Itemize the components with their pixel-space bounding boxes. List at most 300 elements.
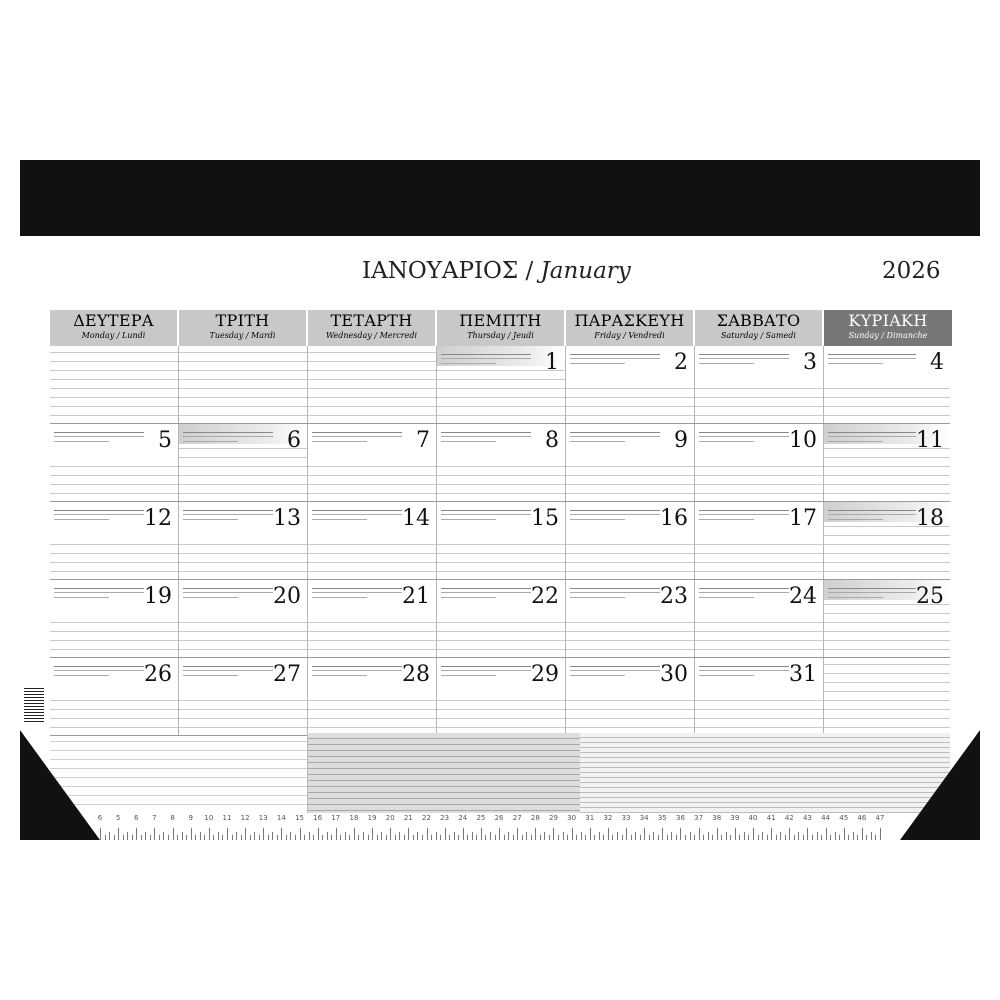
weekday-english: Sunday / Dimanche [848, 331, 928, 340]
ruler-tick [608, 828, 609, 840]
sun-times-note [183, 597, 238, 600]
weekday-english: Saturday / Samedi [721, 331, 796, 340]
ruler-tick [232, 835, 233, 840]
ruler-label: 23 [440, 814, 450, 822]
sun-times-note [699, 519, 754, 522]
day-cell-4[interactable] [824, 346, 950, 423]
ruler-tick [236, 832, 237, 840]
ruler-tick [549, 835, 550, 840]
sun-times-note [570, 441, 625, 444]
sun-times-note [54, 597, 109, 600]
day-cell-30[interactable] [566, 658, 695, 735]
year: 2026 [882, 258, 941, 284]
holidays-info-panel [580, 733, 950, 813]
ruler-tick [544, 832, 545, 840]
day-number: 23 [660, 584, 688, 609]
ruler-tick [694, 835, 695, 840]
day-cell-25[interactable] [824, 580, 950, 657]
weekday-english: Wednesday / Mercredi [325, 331, 418, 340]
ruler-tick [671, 832, 672, 840]
ruler-tick [327, 832, 328, 840]
day-number: 30 [660, 662, 688, 687]
sun-times-note [183, 675, 238, 678]
ruler-tick [839, 835, 840, 840]
ruler-tick [658, 835, 659, 840]
ruler [97, 812, 885, 840]
day-cell-1[interactable] [437, 346, 566, 423]
ruler-tick [572, 828, 573, 840]
day-number: 28 [402, 662, 430, 687]
ruler-tick [495, 835, 496, 840]
ruler-tick [186, 835, 187, 840]
nameday-note [312, 588, 402, 593]
ruler-tick [590, 828, 591, 840]
ruler-tick [758, 835, 759, 840]
ruler-label: 38 [712, 814, 722, 822]
day-cell-12[interactable] [50, 502, 179, 579]
day-number: 4 [930, 350, 944, 375]
day-cell-28[interactable] [308, 658, 437, 735]
ruler-label: 32 [603, 814, 613, 822]
ruler-tick [526, 832, 527, 840]
day-cell-21[interactable] [308, 580, 437, 657]
ruler-tick [481, 828, 482, 840]
ruler-label: 31 [585, 814, 595, 822]
ruler-tick [163, 832, 164, 840]
sun-times-note [441, 441, 496, 444]
weekday-english: Tuesday / Mardi [209, 331, 276, 340]
ruler-tick [517, 828, 518, 840]
ruler-tick [213, 835, 214, 840]
ruler-tick [381, 832, 382, 840]
ruler-tick [268, 835, 269, 840]
ruler-tick [404, 835, 405, 840]
ruler-tick [322, 835, 323, 840]
nameday-note [54, 432, 144, 437]
nameday-note [570, 510, 660, 515]
ruler-tick [358, 835, 359, 840]
ruler-tick [227, 828, 228, 840]
day-number: 10 [789, 428, 817, 453]
ruler-tick [708, 832, 709, 840]
day-cell-13[interactable] [179, 502, 308, 579]
ruler-tick [286, 835, 287, 840]
day-number: 5 [158, 428, 172, 453]
day-number: 2 [674, 350, 688, 375]
ruler-label: 28 [530, 814, 540, 822]
day-cell-10[interactable] [695, 424, 824, 501]
ruler-label: 22 [422, 814, 431, 822]
ruler-tick [123, 835, 124, 840]
day-number: 12 [144, 506, 172, 531]
day-cell-empty[interactable] [50, 346, 179, 423]
ruler-tick [485, 835, 486, 840]
ruler-label: 40 [748, 814, 758, 822]
day-cell-24[interactable] [695, 580, 824, 657]
ruler-tick [272, 832, 273, 840]
ruler-tick [168, 835, 169, 840]
ruler-tick [803, 835, 804, 840]
ruler-tick [290, 832, 291, 840]
day-cell-26[interactable] [50, 658, 179, 735]
ruler-tick [640, 835, 641, 840]
ruler-tick [753, 828, 754, 840]
sun-times-note [699, 675, 754, 678]
weekday-greek: ΔΕΥΤΕΡΑ [73, 311, 154, 330]
ruler-tick [145, 832, 146, 840]
day-cell-9[interactable] [566, 424, 695, 501]
ruler-tick [173, 828, 174, 840]
day-number: 1 [545, 350, 559, 375]
ruler-tick [853, 832, 854, 840]
weekday-greek: ΠΕΜΠΤΗ [459, 311, 542, 330]
day-number: 26 [144, 662, 172, 687]
ruler-tick [817, 832, 818, 840]
day-cell-20[interactable] [179, 580, 308, 657]
ruler-tick [553, 828, 554, 840]
weekday-english: Friday / Vendredi [594, 331, 665, 340]
ruler-tick [241, 835, 242, 840]
nameday-note [570, 432, 660, 437]
ruler-label: 44 [821, 814, 831, 822]
ruler-tick [354, 828, 355, 840]
ruler-tick [535, 828, 536, 840]
ruler-tick [712, 835, 713, 840]
ruler-tick [377, 835, 378, 840]
ruler-tick [127, 832, 128, 840]
ruler-tick [141, 835, 142, 840]
ruler-tick [449, 835, 450, 840]
nameday-note [183, 666, 273, 671]
sun-times-note [312, 441, 367, 444]
ruler-tick [281, 828, 282, 840]
ruler-tick [458, 835, 459, 840]
sun-times-note [312, 519, 367, 522]
nameday-note [312, 510, 402, 515]
ruler-label: 47 [875, 814, 885, 822]
day-number: 16 [660, 506, 688, 531]
day-cell-17[interactable] [695, 502, 824, 579]
day-cell-7[interactable] [308, 424, 437, 501]
ruler-tick [880, 828, 881, 840]
day-number: 29 [531, 662, 559, 687]
ruler-tick [513, 835, 514, 840]
ruler-tick [254, 832, 255, 840]
day-cell-2[interactable] [566, 346, 695, 423]
ruler-tick [504, 835, 505, 840]
ruler-tick [594, 835, 595, 840]
day-cell-18[interactable] [824, 502, 950, 579]
day-header-area [824, 658, 950, 664]
day-cell-empty[interactable] [824, 658, 950, 735]
ruler-tick [304, 835, 305, 840]
ruler-tick [177, 835, 178, 840]
ruler-tick [499, 828, 500, 840]
nameday-note [441, 510, 531, 515]
ruler-tick [680, 828, 681, 840]
nameday-note [312, 666, 402, 671]
footer-strip [50, 733, 950, 813]
nameday-note [54, 666, 144, 671]
day-cell-31[interactable] [695, 658, 824, 735]
day-number: 3 [803, 350, 817, 375]
ruler-tick [445, 828, 446, 840]
ruler-tick [336, 828, 337, 840]
sun-times-note [570, 675, 625, 678]
ruler-label: 46 [857, 814, 867, 822]
day-number: 20 [273, 584, 301, 609]
nameday-note [441, 432, 531, 437]
ruler-tick [730, 835, 731, 840]
ruler-tick [395, 835, 396, 840]
ruler-label: 8 [170, 814, 175, 822]
ruler-tick [508, 832, 509, 840]
ruler-tick [581, 832, 582, 840]
sun-times-note [570, 519, 625, 522]
day-header-area [50, 346, 178, 352]
right-corner-pocket [900, 730, 980, 840]
week-row [50, 658, 950, 736]
left-corner-pocket [20, 730, 103, 840]
month-title [362, 258, 631, 284]
weekday-header-6 [824, 310, 952, 346]
ruler-label: 27 [512, 814, 522, 822]
ruler-tick [826, 828, 827, 840]
ruler-label: 25 [476, 814, 486, 822]
weekday-greek: ΠΑΡΑΣΚΕΥΗ [574, 311, 685, 330]
day-cell-16[interactable] [566, 502, 695, 579]
ruler-label: 30 [567, 814, 577, 822]
ruler-tick [703, 835, 704, 840]
ruler-tick [363, 832, 364, 840]
ruler-label: 14 [276, 814, 286, 822]
ruler-tick [567, 835, 568, 840]
weekday-greek: ΚΥΡΙΑΚΗ [848, 311, 928, 330]
ruler-tick [200, 832, 201, 840]
ruler-tick [603, 835, 604, 840]
ruler-tick [866, 835, 867, 840]
ruler-tick [585, 835, 586, 840]
day-number: 18 [916, 506, 944, 531]
calendar-grid [50, 310, 950, 736]
day-cell-5[interactable] [50, 424, 179, 501]
day-cell-22[interactable] [437, 580, 566, 657]
weekday-greek: ΤΡΙΤΗ [215, 311, 270, 330]
day-cell-27[interactable] [179, 658, 308, 735]
ruler-tick [182, 832, 183, 840]
day-cell-3[interactable] [695, 346, 824, 423]
ruler-tick [100, 828, 101, 840]
nameday-note [312, 432, 402, 437]
ruler-tick [835, 832, 836, 840]
top-black-band [20, 160, 980, 236]
weekday-header-4 [566, 310, 693, 346]
ruler-label: 10 [204, 814, 214, 822]
ruler-tick [318, 828, 319, 840]
day-number: 15 [531, 506, 559, 531]
ruler-tick [300, 828, 301, 840]
sun-times-note [441, 363, 496, 366]
ruler-tick [472, 832, 473, 840]
ruler-tick [114, 835, 115, 840]
ruler-tick [812, 835, 813, 840]
day-number: 14 [402, 506, 430, 531]
day-cell-29[interactable] [437, 658, 566, 735]
day-cell-19[interactable] [50, 580, 179, 657]
day-number: 25 [916, 584, 944, 609]
week-row [50, 424, 950, 502]
weekday-header-2 [308, 310, 435, 346]
ruler-label: 20 [385, 814, 395, 822]
nameday-note [828, 354, 916, 359]
ruler-label: 6 [97, 814, 103, 822]
weekday-greek: ΣΑΒΒΑΤΟ [716, 311, 801, 330]
nameday-note [441, 666, 531, 671]
week-row [50, 580, 950, 658]
ruler-tick [150, 835, 151, 840]
ruler-tick [195, 835, 196, 840]
sun-times-note [699, 441, 754, 444]
day-header-area [308, 346, 436, 352]
day-number: 27 [273, 662, 301, 687]
ruler-tick [399, 832, 400, 840]
ruler-tick [848, 835, 849, 840]
ruler-tick [576, 835, 577, 840]
ruler-tick [454, 832, 455, 840]
ruler-label: 15 [295, 814, 304, 822]
ruler-tick [649, 835, 650, 840]
sun-times-note [441, 675, 496, 678]
ruler-tick [259, 835, 260, 840]
month-english: January [540, 258, 631, 284]
ruler-tick [807, 828, 808, 840]
ruler-tick [631, 835, 632, 840]
ruler-label: 33 [621, 814, 631, 822]
ruler-tick [295, 835, 296, 840]
nameday-note [54, 510, 144, 515]
ruler-tick [558, 835, 559, 840]
sun-times-note [828, 441, 883, 444]
ruler-tick [368, 835, 369, 840]
ruler-tick [431, 835, 432, 840]
ruler-tick [245, 828, 246, 840]
ruler-tick [612, 835, 613, 840]
ruler-tick [617, 832, 618, 840]
weekday-header-0 [50, 310, 177, 346]
ruler-label: 26 [494, 814, 504, 822]
ruler-tick [408, 828, 409, 840]
nameday-note [828, 432, 916, 437]
ruler-label: 18 [349, 814, 359, 822]
ruler-label: 45 [839, 814, 849, 822]
ruler-tick [209, 828, 210, 840]
ruler-tick [191, 828, 192, 840]
ruler-tick [250, 835, 251, 840]
day-cell-8[interactable] [437, 424, 566, 501]
ruler-tick [422, 835, 423, 840]
ruler-tick [871, 832, 872, 840]
ruler-label: 29 [549, 814, 558, 822]
sun-times-note [54, 519, 109, 522]
day-cell-15[interactable] [437, 502, 566, 579]
ruler-tick [667, 835, 668, 840]
ruler-tick [739, 835, 740, 840]
ruler-tick [857, 835, 858, 840]
day-number: 17 [789, 506, 817, 531]
nameday-note [699, 510, 789, 515]
sun-times-note [183, 441, 238, 444]
ruler-label: 13 [258, 814, 268, 822]
ruler-tick [821, 835, 822, 840]
sun-times-note [312, 675, 367, 678]
sun-times-note [699, 363, 754, 366]
day-number: 6 [287, 428, 301, 453]
nameday-note [699, 432, 789, 437]
ruler-label: 19 [367, 814, 377, 822]
day-cell-23[interactable] [566, 580, 695, 657]
ruler-tick [744, 832, 745, 840]
ruler-tick [390, 828, 391, 840]
ruler-tick [109, 832, 110, 840]
weekday-english: Monday / Lundi [81, 331, 146, 340]
nameday-note [570, 588, 660, 593]
day-number: 22 [531, 584, 559, 609]
ruler-tick [222, 835, 223, 840]
ruler-tick [522, 835, 523, 840]
ruler-tick [676, 835, 677, 840]
ruler-tick [780, 832, 781, 840]
day-cell-14[interactable] [308, 502, 437, 579]
ruler-tick [463, 828, 464, 840]
ruler-label: 17 [331, 814, 341, 822]
ruler-label: 39 [730, 814, 740, 822]
mini-year-calendar [308, 733, 580, 813]
ruler-tick [105, 835, 106, 840]
nameday-note [441, 588, 531, 593]
nameday-note [54, 588, 144, 593]
ruler-tick [309, 832, 310, 840]
day-cell-empty[interactable] [179, 346, 308, 423]
nameday-note [183, 588, 273, 593]
ruler-tick [699, 828, 700, 840]
day-cell-11[interactable] [824, 424, 950, 501]
ruler-tick [263, 828, 264, 840]
sun-times-note [441, 519, 496, 522]
ruler-tick [771, 828, 772, 840]
day-cell-6[interactable] [179, 424, 308, 501]
sun-times-note [828, 363, 883, 366]
ruler-tick [844, 828, 845, 840]
day-number: 31 [789, 662, 817, 687]
ruler-tick [721, 835, 722, 840]
sun-times-note [828, 519, 883, 522]
ruler-tick [662, 828, 663, 840]
ruler-tick [767, 835, 768, 840]
month-separator: / [518, 258, 541, 284]
ruler-tick [204, 835, 205, 840]
ruler-tick [218, 832, 219, 840]
nameday-note [828, 510, 916, 515]
ruler-tick [436, 832, 437, 840]
ruler-tick [735, 828, 736, 840]
ruler-tick [531, 835, 532, 840]
ruler-tick [762, 832, 763, 840]
ruler-tick [440, 835, 441, 840]
ruler-tick [776, 835, 777, 840]
weekday-header-3 [437, 310, 564, 346]
ruler-label: 12 [240, 814, 250, 822]
day-cell-empty[interactable] [308, 346, 437, 423]
